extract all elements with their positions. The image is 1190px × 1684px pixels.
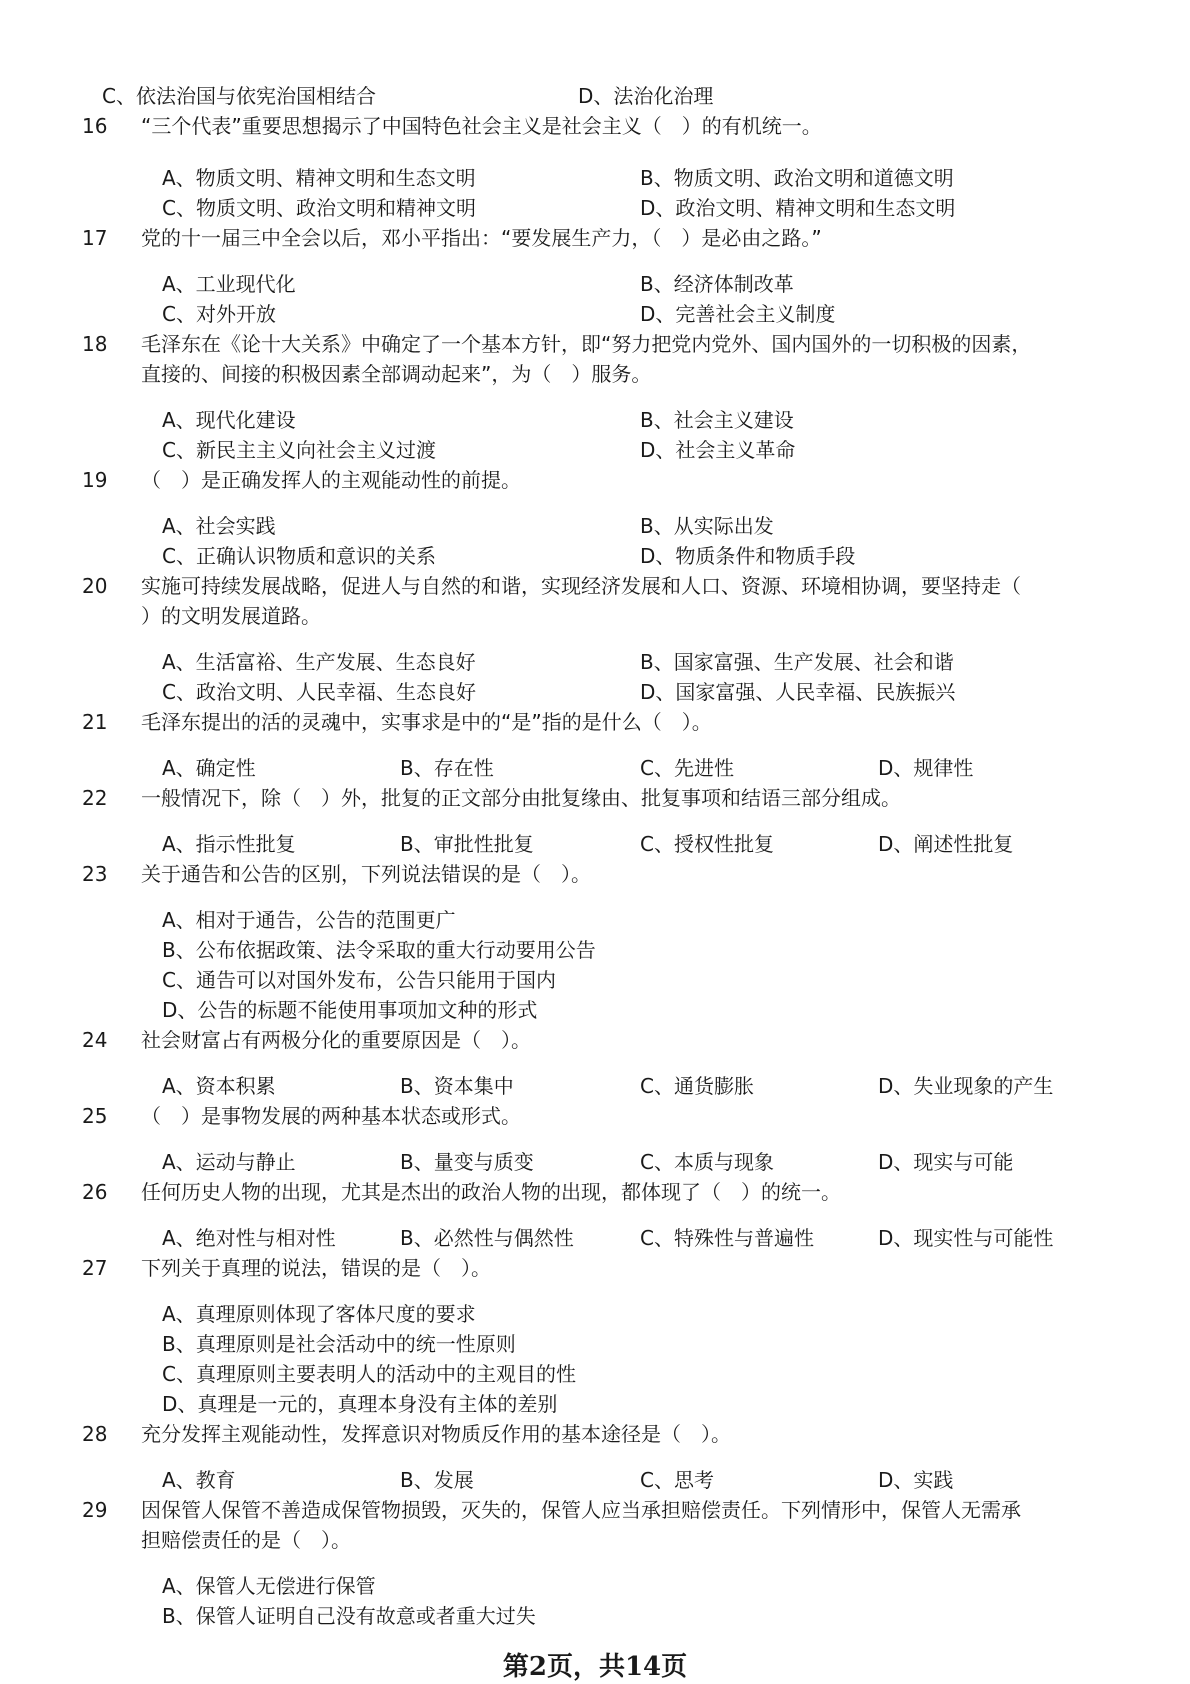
option-a: A、运动与静止 (162, 1150, 296, 1174)
question-text: 下列关于真理的说法，错误的是（ ）。 (141, 1256, 491, 1280)
option-b: B、保管人证明自己没有故意或者重大过失 (162, 1604, 536, 1628)
option-d: D、国家富强、人民幸福、民族振兴 (640, 680, 956, 704)
question-text-line-1: 因保管人保管不善造成保管物损毁，灭失的，保管人应当承担赔偿责任。下列情形中，保管人无需承 (141, 1498, 1021, 1522)
option-a: A、指示性批复 (162, 832, 296, 856)
option-d: D、规律性 (878, 756, 974, 780)
option-d: D、现实与可能 (878, 1150, 1014, 1174)
option-c: C、物质文明、政治文明和精神文明 (162, 196, 476, 220)
question-text: （ ）是正确发挥人的主观能动性的前提。 (141, 468, 521, 492)
option-b: B、必然性与偶然性 (400, 1226, 574, 1250)
option-a: A、相对于通告，公告的范围更广 (162, 908, 456, 932)
question-number: 16 (82, 114, 108, 138)
option-b: B、量变与质变 (400, 1150, 534, 1174)
question-text: 社会财富占有两极分化的重要原因是（ ）。 (141, 1028, 531, 1052)
question-number: 23 (82, 862, 108, 886)
option-d: D、政治文明、精神文明和生态文明 (640, 196, 956, 220)
option-c: C、本质与现象 (640, 1150, 774, 1174)
option-a: A、绝对性与相对性 (162, 1226, 336, 1250)
option-c: C、先进性 (640, 756, 734, 780)
option-d: D、阐述性批复 (878, 832, 1014, 856)
question-number: 18 (82, 332, 108, 356)
option-b: B、经济体制改革 (640, 272, 794, 296)
question-text: （ ）是事物发展的两种基本状态或形式。 (141, 1104, 521, 1128)
option-a: A、工业现代化 (162, 272, 296, 296)
option-a: A、确定性 (162, 756, 256, 780)
question-text: 充分发挥主观能动性，发挥意识对物质反作用的基本途径是（ ）。 (141, 1422, 731, 1446)
option-c: C、依法治国与依宪治国相结合 (102, 84, 376, 108)
option-b: B、资本集中 (400, 1074, 514, 1098)
option-a: A、保管人无偿进行保管 (162, 1574, 376, 1598)
option-a: A、生活富裕、生产发展、生态良好 (162, 650, 476, 674)
option-d: D、物质条件和物质手段 (640, 544, 856, 568)
option-d: D、公告的标题不能使用事项加文种的形式 (162, 998, 538, 1022)
question-number: 24 (82, 1028, 108, 1052)
question-number: 28 (82, 1422, 108, 1446)
option-a: A、资本积累 (162, 1074, 276, 1098)
option-d: D、失业现象的产生 (878, 1074, 1054, 1098)
option-c: C、授权性批复 (640, 832, 774, 856)
question-number: 19 (82, 468, 108, 492)
option-c: C、政治文明、人民幸福、生态良好 (162, 680, 476, 704)
option-b: B、存在性 (400, 756, 494, 780)
question-number: 22 (82, 786, 108, 810)
option-a: A、社会实践 (162, 514, 276, 538)
option-a: A、物质文明、精神文明和生态文明 (162, 166, 476, 190)
question-number: 27 (82, 1256, 108, 1280)
option-b: B、审批性批复 (400, 832, 534, 856)
option-a: A、现代化建设 (162, 408, 296, 432)
option-b: B、国家富强、生产发展、社会和谐 (640, 650, 954, 674)
question-text-line-1: 毛泽东在《论十大关系》中确定了一个基本方针，即“努力把党内党外、国内国外的一切积极的因素， (141, 332, 1032, 356)
option-b: B、物质文明、政治文明和道德文明 (640, 166, 954, 190)
option-c: C、对外开放 (162, 302, 276, 326)
question-text: “三个代表”重要思想揭示了中国特色社会主义是社会主义（ ）的有机统一。 (141, 114, 822, 138)
option-b: B、社会主义建设 (640, 408, 794, 432)
option-c: C、真理原则主要表明人的活动中的主观目的性 (162, 1362, 576, 1386)
question-text: 毛泽东提出的活的灵魂中，实事求是中的“是”指的是什么（ ）。 (141, 710, 712, 734)
question-text-line-1: 实施可持续发展战略，促进人与自然的和谐，实现经济发展和人口、资源、环境相协调，要坚持走（ (141, 574, 1021, 598)
question-number: 17 (82, 226, 108, 250)
option-d: D、法治化治理 (578, 84, 714, 108)
question-text-line-2: ）的文明发展道路。 (141, 604, 321, 628)
option-d: D、实践 (878, 1468, 954, 1492)
option-b: B、从实际出发 (640, 514, 774, 538)
question-text: 一般情况下，除（ ）外，批复的正文部分由批复缘由、批复事项和结语三部分组成。 (141, 786, 901, 810)
question-number: 20 (82, 574, 108, 598)
question-text: 任何历史人物的出现，尤其是杰出的政治人物的出现，都体现了（ ）的统一。 (141, 1180, 841, 1204)
option-c: C、正确认识物质和意识的关系 (162, 544, 436, 568)
option-c: C、特殊性与普遍性 (640, 1226, 814, 1250)
option-d: D、现实性与可能性 (878, 1226, 1054, 1250)
option-b: B、公布依据政策、法令采取的重大行动要用公告 (162, 938, 596, 962)
option-b: B、真理原则是社会活动中的统一性原则 (162, 1332, 516, 1356)
option-d: D、社会主义革命 (640, 438, 796, 462)
option-c: C、新民主主义向社会主义过渡 (162, 438, 436, 462)
option-c: C、通告可以对国外发布，公告只能用于国内 (162, 968, 556, 992)
question-number: 21 (82, 710, 108, 734)
question-text-line-2: 担赔偿责任的是（ ）。 (141, 1528, 351, 1552)
question-number: 26 (82, 1180, 108, 1204)
option-c: C、通货膨胀 (640, 1074, 754, 1098)
option-a: A、真理原则体现了客体尺度的要求 (162, 1302, 476, 1326)
question-number: 29 (82, 1498, 108, 1522)
option-c: C、思考 (640, 1468, 714, 1492)
option-a: A、教育 (162, 1468, 236, 1492)
question-text: 党的十一届三中全会以后，邓小平指出：“要发展生产力，（ ）是必由之路。” (141, 226, 822, 250)
page-number-footer: 第2页，共14页 (502, 1652, 688, 1682)
option-d: D、真理是一元的，真理本身没有主体的差别 (162, 1392, 558, 1416)
question-number: 25 (82, 1104, 108, 1128)
option-d: D、完善社会主义制度 (640, 302, 836, 326)
question-text-line-2: 直接的、间接的积极因素全部调动起来”，为（ ）服务。 (141, 362, 652, 386)
option-b: B、发展 (400, 1468, 474, 1492)
question-text: 关于通告和公告的区别，下列说法错误的是（ ）。 (141, 862, 591, 886)
